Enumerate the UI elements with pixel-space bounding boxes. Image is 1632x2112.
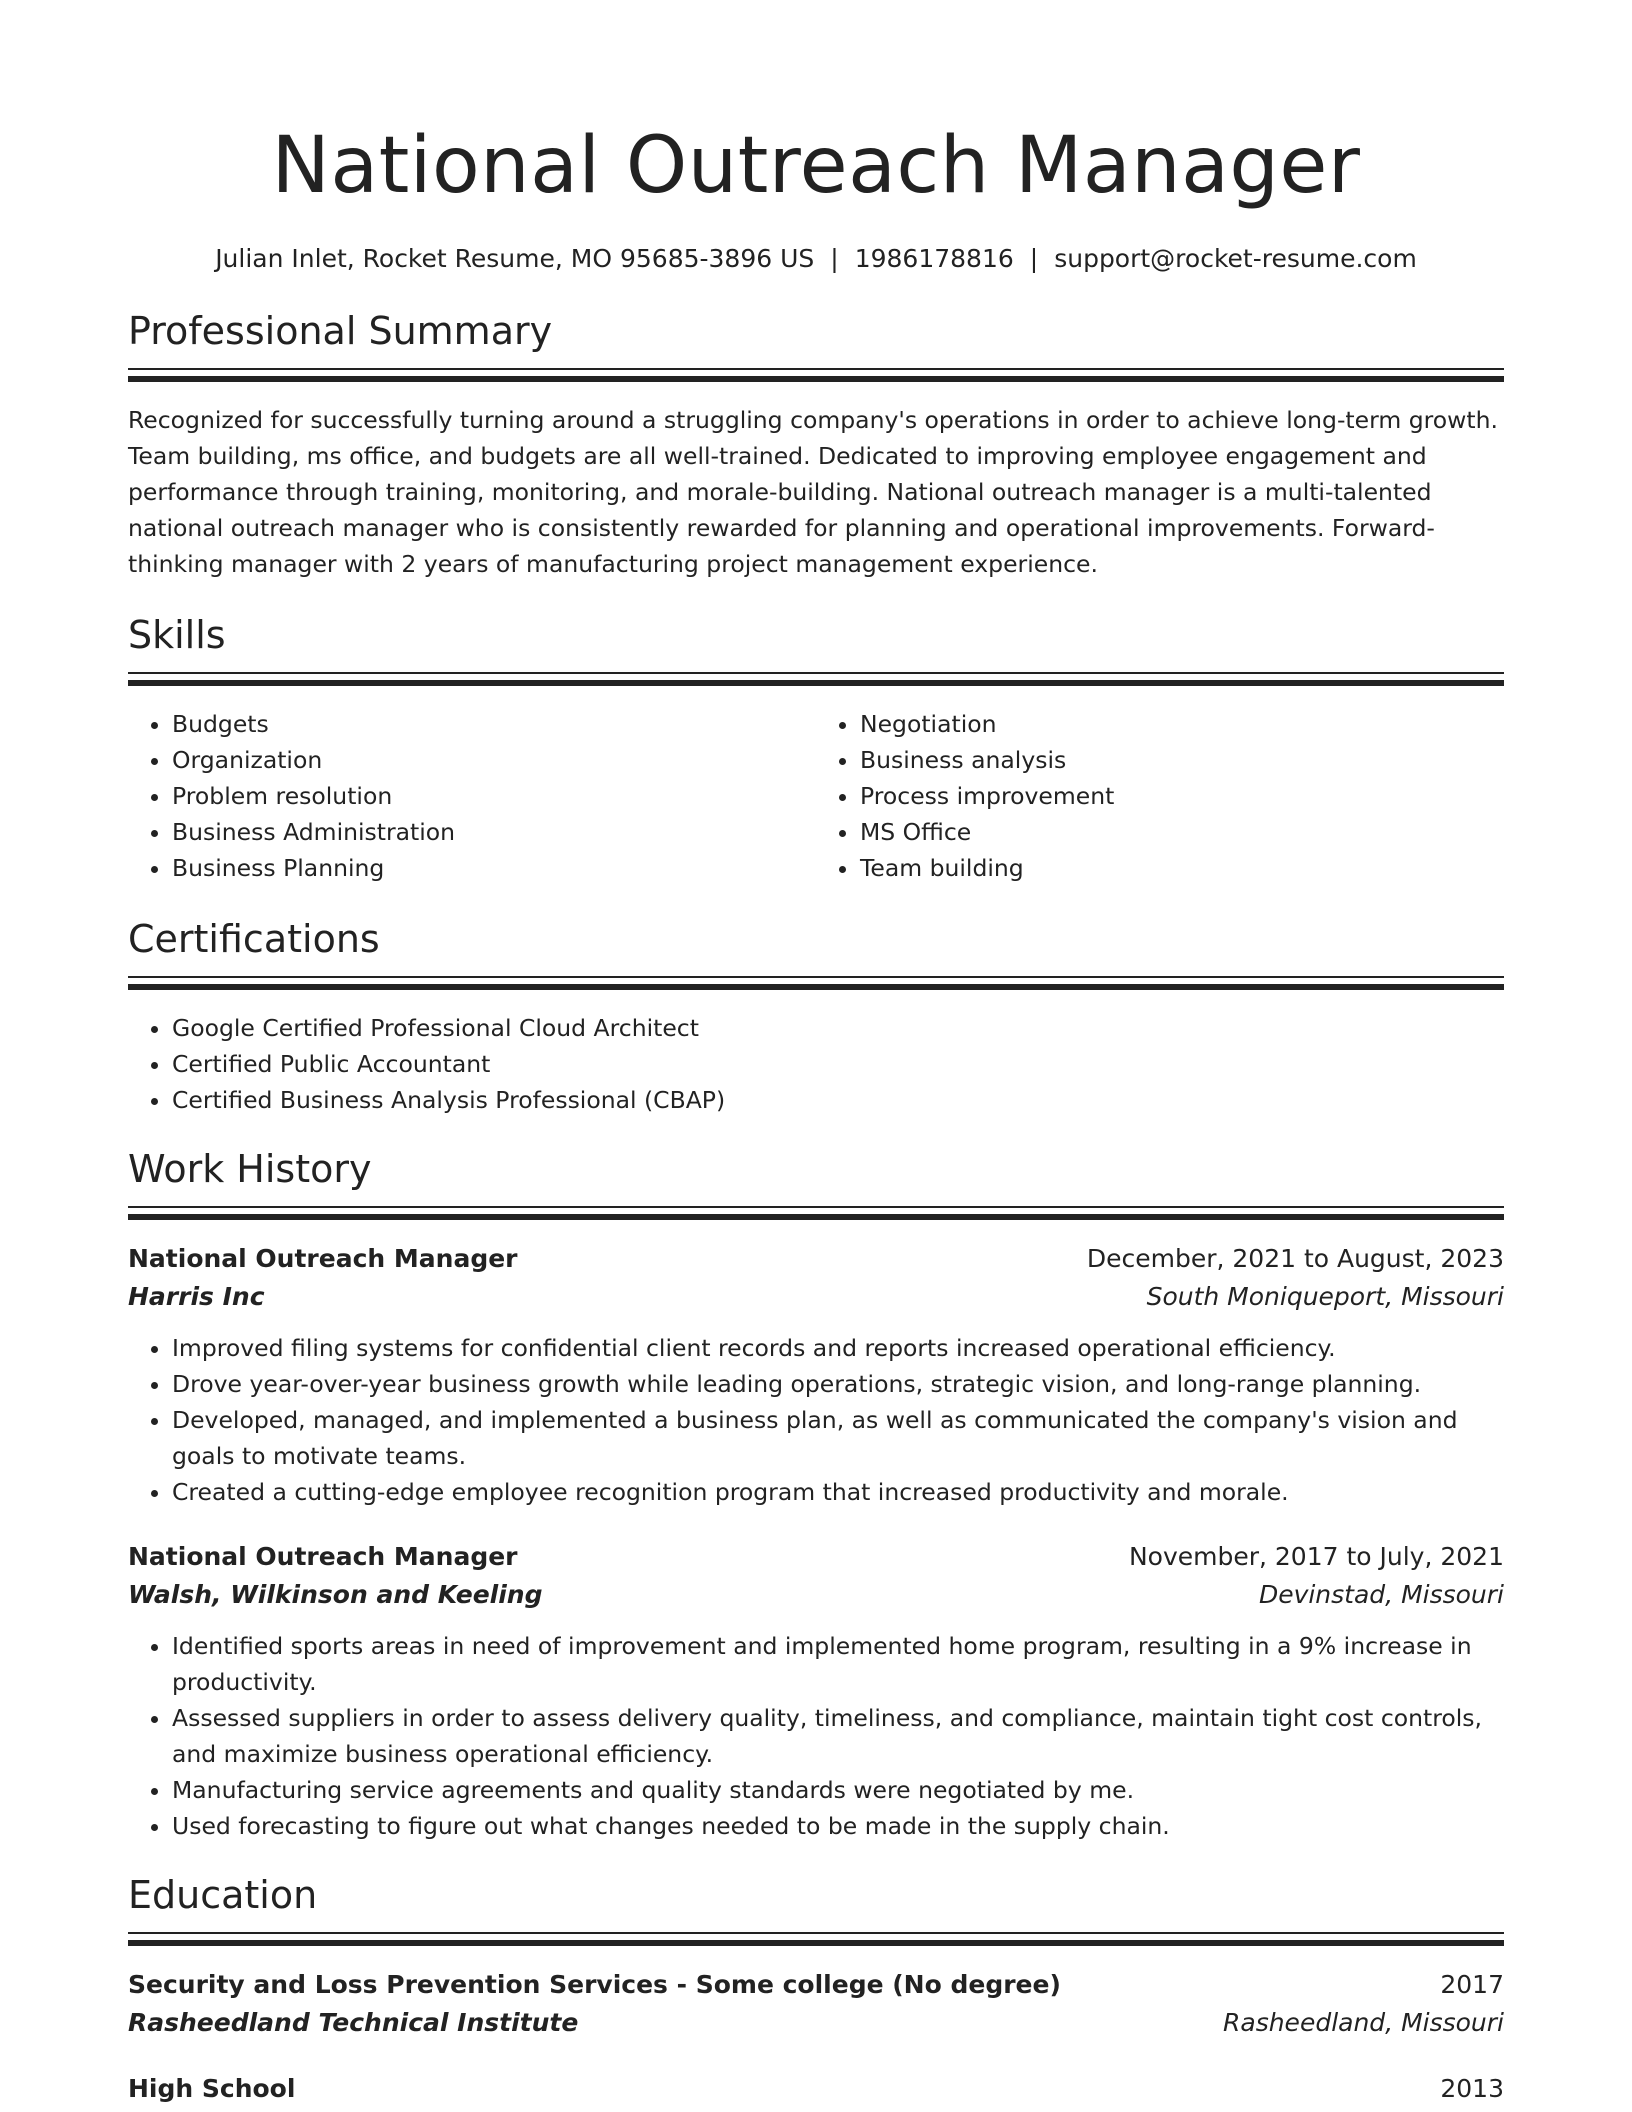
job-company: Walsh, Wilkinson and Keeling (128, 1580, 543, 1609)
certifications-list (128, 1010, 1504, 1118)
certifications-section (128, 914, 1504, 1118)
education-subheader (128, 2004, 1504, 2042)
certification-item: • Certified Public Accountant (172, 1046, 1504, 1082)
job-dates: November, 2017 to July, 2021 (1128, 1542, 1504, 1571)
education-school: Rasheedland Technical Institute (128, 2008, 579, 2037)
skill-item: • Process improvement (860, 778, 1504, 814)
education-entry (128, 1966, 1504, 2042)
certification-item: • Certified Business Analysis Professional (CBAP) (172, 1082, 1504, 1118)
section-divider (128, 976, 1504, 990)
skill-item: • Business analysis (860, 742, 1504, 778)
job-subheader (128, 1576, 1504, 1614)
contact-separator: | (1029, 244, 1039, 273)
education-year: 2013 (1440, 2074, 1504, 2103)
job-header (128, 1538, 1504, 1576)
education-year: 2017 (1440, 1970, 1504, 1999)
education-degree: Security and Loss Prevention Services - Some college (No degree) (128, 1970, 1061, 1999)
job-entry (128, 1240, 1504, 1510)
job-bullet: • Used forecasting to figure out what changes needed to be made in the supply chain. (172, 1808, 1504, 1844)
section-title: Professional Summary (128, 309, 553, 353)
job-bullet: • Developed, managed, and implemented a business plan, as well as communicated the company's vision and goals to motivate teams. (172, 1402, 1504, 1474)
section-divider (128, 1206, 1504, 1220)
job-bullet: • Identified sports areas in need of improvement and implemented home program, resulting in a 9% increase in productivity. (172, 1628, 1504, 1700)
skill-item: • Business Administration (172, 814, 816, 850)
section-title: Work History (128, 1147, 372, 1191)
section-title: Certifications (128, 917, 380, 961)
contact-email: support@rocket-resume.com (1054, 244, 1417, 273)
section-title: Skills (128, 613, 226, 657)
skill-item: • Negotiation (860, 706, 1504, 742)
education-section (128, 1870, 1504, 2108)
education-degree: High School (128, 2074, 296, 2103)
job-bullet: • Manufacturing service agreements and quality standards were negotiated by me. (172, 1772, 1504, 1808)
section-title: Education (128, 1873, 318, 1917)
skill-item: • Organization (172, 742, 816, 778)
contact-phone: 1986178816 (854, 244, 1014, 273)
resume-name: National Outreach Manager (271, 121, 1361, 211)
work-section (128, 1144, 1504, 1844)
job-bullet: • Drove year-over-year business growth while leading operations, strategic vision, and long-range planning. (172, 1366, 1504, 1402)
section-divider (128, 672, 1504, 686)
contact-address: Julian Inlet, Rocket Resume, MO 95685-3896 US (215, 244, 815, 273)
job-title: National Outreach Manager (128, 1542, 518, 1571)
job-location: South Moniqueport, Missouri (1146, 1282, 1504, 1311)
job-bullet: • Assessed suppliers in order to assess delivery quality, timeliness, and compliance, maintain tight cost controls, and maximize business operational efficiency. (172, 1700, 1504, 1772)
education-header (128, 1966, 1504, 2004)
job-entry (128, 1538, 1504, 1844)
job-location: Devinstad, Missouri (1258, 1580, 1504, 1609)
skill-item: • Problem resolution (172, 778, 816, 814)
summary-text: Recognized for successfully turning around a struggling company's operations in order to achieve long-term growth. Team building, ms office, and budgets are all well-trained. Dedicated to improving employee engagement and performance through training, monitoring, and morale-building. National outreach manager is a multi-talented national outreach manager who is consistently rewarded for planning and operational improvements. Forward-thinking manager with 2 years of manufacturing project management experience. (128, 406, 1498, 578)
education-location: Rasheedland, Missouri (1223, 2008, 1504, 2037)
job-bullet: • Created a cutting-edge employee recognition program that increased productivity and morale. (172, 1474, 1504, 1510)
section-divider (128, 1932, 1504, 1946)
skills-section (128, 610, 1504, 886)
job-title: National Outreach Manager (128, 1244, 518, 1273)
skill-item: • MS Office (860, 814, 1504, 850)
job-header (128, 1240, 1504, 1278)
skill-item: • Business Planning (172, 850, 816, 886)
skill-item: • Team building (860, 850, 1504, 886)
skills-columns (128, 706, 1504, 886)
certification-item: • Google Certified Professional Cloud Architect (172, 1010, 1504, 1046)
job-bullets (128, 1628, 1504, 1844)
job-dates: December, 2021 to August, 2023 (1086, 1244, 1504, 1273)
summary-section (128, 306, 1504, 582)
job-company: Harris Inc (128, 1282, 265, 1311)
job-bullets (128, 1330, 1504, 1510)
job-subheader (128, 1278, 1504, 1316)
education-header (128, 2070, 1504, 2108)
skill-item: • Budgets (172, 706, 816, 742)
contact-line (128, 242, 1504, 276)
section-divider (128, 368, 1504, 382)
job-bullet: • Improved filing systems for confidential client records and reports increased operational efficiency. (172, 1330, 1504, 1366)
education-entry (128, 2070, 1504, 2108)
skills-list-left (128, 706, 816, 886)
skills-list-right (816, 706, 1504, 886)
contact-separator: | (830, 244, 839, 273)
